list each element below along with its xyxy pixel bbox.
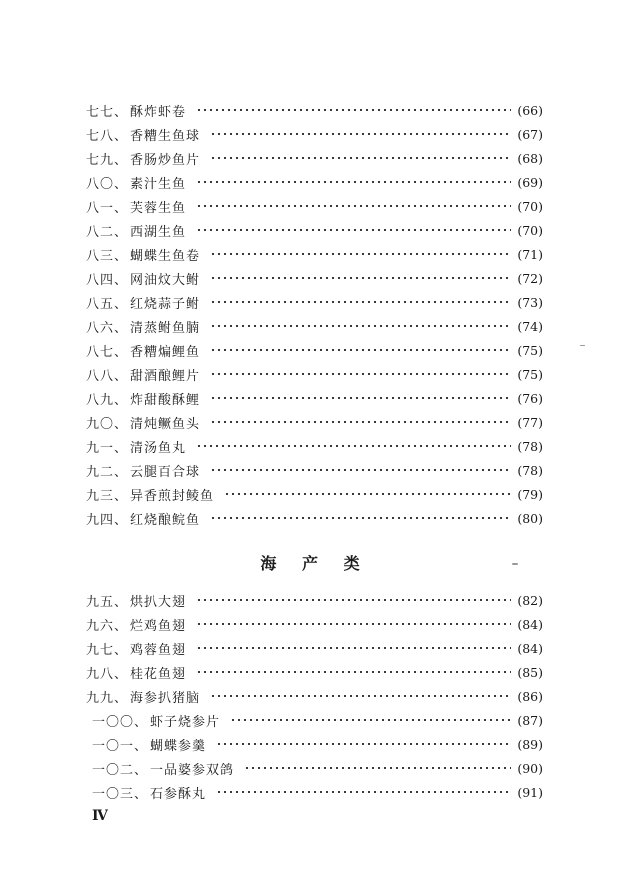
toc-entry-title: 芙蓉生鱼 [130,200,187,216]
toc-entry-page: (91) [517,784,543,800]
toc-entry [86,242,543,266]
toc-entry-number: 七七、 [86,104,129,120]
toc-entry-page: (85) [517,664,543,680]
toc-entry [86,434,543,458]
toc-entry [86,756,543,780]
toc-leader-dots [196,229,511,231]
toc-entry [86,612,543,636]
toc-leader-dots [210,469,511,471]
toc-leader-dots [196,181,511,183]
toc-entry-page: (76) [517,390,543,406]
toc-entry-number: 八九、 [86,392,129,408]
toc-entry-number: 八八、 [86,368,129,384]
toc-entry-title: 虾子烧参片 [150,714,221,730]
toc-entry [86,506,543,530]
toc-leader-dots [244,767,511,769]
toc-entry [86,338,543,362]
toc-entry-page: (84) [517,616,543,632]
toc-entry-page: (78) [517,462,543,478]
toc-entry-number: 九一、 [86,440,129,456]
toc-entry-title: 清炖鳜鱼头 [130,416,201,432]
toc-entry-title: 一品婆参双鸽 [150,762,235,778]
toc-entry-number: 九七、 [86,642,129,658]
toc-leader-dots [210,325,511,327]
toc-entry-title: 酥炸虾卷 [130,104,187,120]
toc-entry [86,218,543,242]
scan-speck [512,563,518,565]
toc-entry-title: 桂花鱼翅 [130,666,187,682]
toc-entry-page: (77) [517,414,543,430]
toc-entry-page: (73) [517,294,543,310]
toc-entry [86,684,543,708]
toc-entry-number: 八三、 [86,248,129,264]
toc-entry-page: (75) [517,342,543,358]
toc-entry-number: 九六、 [86,618,129,634]
toc-entry [86,732,543,756]
toc-entry [86,386,543,410]
toc-entry-title: 甜酒酿鲤片 [130,368,201,384]
toc-entry-number: 八一、 [86,200,129,216]
toc-entry-title: 蝴蝶生鱼卷 [130,248,201,264]
toc-entry [86,314,543,338]
toc-entry-title: 西湖生鱼 [130,224,187,240]
toc-entry-number: 九八、 [86,666,129,682]
toc-entry-title: 石参酥丸 [150,786,207,802]
toc-leader-dots [210,349,511,351]
toc-entry-title: 香肠炒鱼片 [130,152,201,168]
toc-entry [86,780,543,804]
toc-leader-dots [196,109,511,111]
toc-entry-number: 八六、 [86,320,129,336]
toc-entry-number: 八二、 [86,224,129,240]
toc-entry-title: 红烧蒜子鲋 [130,296,201,312]
toc-entry-page: (84) [517,640,543,656]
toc-entry [86,98,543,122]
toc-entry-number: 七八、 [86,128,129,144]
toc-entry [86,362,543,386]
toc-entry [86,290,543,314]
toc-entry-number: 一〇〇、 [92,714,149,730]
toc-entry-title: 烘扒大翅 [130,594,187,610]
toc-leader-dots [196,623,511,625]
toc-entry-title: 香糟生鱼球 [130,128,201,144]
toc-entry-number: 七九、 [86,152,129,168]
toc-entry [86,122,543,146]
toc-entry-number: 九九、 [86,690,129,706]
toc-entry-page: (71) [517,246,543,262]
toc-leader-dots [210,133,511,135]
toc-leader-dots [196,205,511,207]
toc-entry-title: 香糟煸鲤鱼 [130,344,201,360]
toc-entry-title: 蝴蝶参羹 [150,738,207,754]
toc-entry-page: (69) [517,174,543,190]
page-folio: Ⅳ [92,808,108,824]
toc-leader-dots [210,421,511,423]
toc-leader-dots [210,253,511,255]
toc-entry-page: (78) [517,438,543,454]
toc-entry-number: 九五、 [86,594,129,610]
toc-entry-title: 鸡蓉鱼翅 [130,642,187,658]
toc-entry-number: 八五、 [86,296,129,312]
toc-entry-page: (70) [517,222,543,238]
toc-entry-page: (70) [517,198,543,214]
toc-entry-page: (79) [517,486,543,502]
toc-entry [86,636,543,660]
section-heading: 海 产 类 [260,554,370,573]
toc-entry [86,482,543,506]
toc-entry-title: 烂鸡鱼翅 [130,618,187,634]
toc-entry-number: 九四、 [86,512,129,528]
toc-entry-number: 八〇、 [86,176,129,192]
toc-leader-dots [210,277,511,279]
toc-entry-page: (89) [517,736,543,752]
toc-entry-number: 一〇一、 [92,738,149,754]
toc-entry-title: 清蒸鲋鱼腩 [130,320,201,336]
toc-entry [86,588,543,612]
toc-entry-title: 异香煎封鲮鱼 [130,488,215,504]
toc-entry-number: 八四、 [86,272,129,288]
toc-leader-dots [196,671,511,673]
toc-entry-page: (66) [517,102,543,118]
toc-leader-dots [216,743,511,745]
toc-entry-page: (68) [517,150,543,166]
toc-entry [86,410,543,434]
toc-entry-title: 素汁生鱼 [130,176,187,192]
toc-entry-title: 网油炆大鲋 [130,272,201,288]
toc-leader-dots [230,719,511,721]
toc-entry-number: 一〇三、 [92,786,149,802]
toc-entry [86,194,543,218]
toc-leader-dots [210,301,511,303]
toc-leader-dots [224,493,511,495]
toc-entry-number: 一〇二、 [92,762,149,778]
toc-entry-page: (82) [517,592,543,608]
toc-entry-title: 清汤鱼丸 [130,440,187,456]
toc-leader-dots [210,157,511,159]
toc-entry-title: 云腿百合球 [130,464,201,480]
toc-entry [86,708,543,732]
toc-entry [86,146,543,170]
toc-entry-number: 九〇、 [86,416,129,432]
toc-leader-dots [210,517,511,519]
toc-leader-dots [210,373,511,375]
toc-leader-dots [216,791,511,793]
toc-leader-dots [210,397,511,399]
toc-leader-dots [196,647,511,649]
toc-entry [86,458,543,482]
toc-entry-number: 九三、 [86,488,129,504]
toc-entry-page: (90) [517,760,543,776]
toc-entry-page: (74) [517,318,543,334]
toc-entry-page: (80) [517,510,543,526]
toc-entry [86,660,543,684]
toc-entry-title: 炸甜酸酥鲤 [130,392,201,408]
toc-entry [86,266,543,290]
toc-leader-dots [210,695,511,697]
toc-entry [86,170,543,194]
scan-speck [580,345,585,346]
toc-entry-number: 八七、 [86,344,129,360]
toc-entry-page: (86) [517,688,543,704]
toc-entry-page: (87) [517,712,543,728]
toc-leader-dots [196,445,511,447]
toc-entry-title: 红烧酿鲩鱼 [130,512,201,528]
toc-entry-number: 九二、 [86,464,129,480]
toc-entry-page: (67) [517,126,543,142]
toc-entry-page: (75) [517,366,543,382]
toc-entry-title: 海参扒猪脑 [130,690,201,706]
toc-entry-page: (72) [517,270,543,286]
toc-leader-dots [196,599,511,601]
